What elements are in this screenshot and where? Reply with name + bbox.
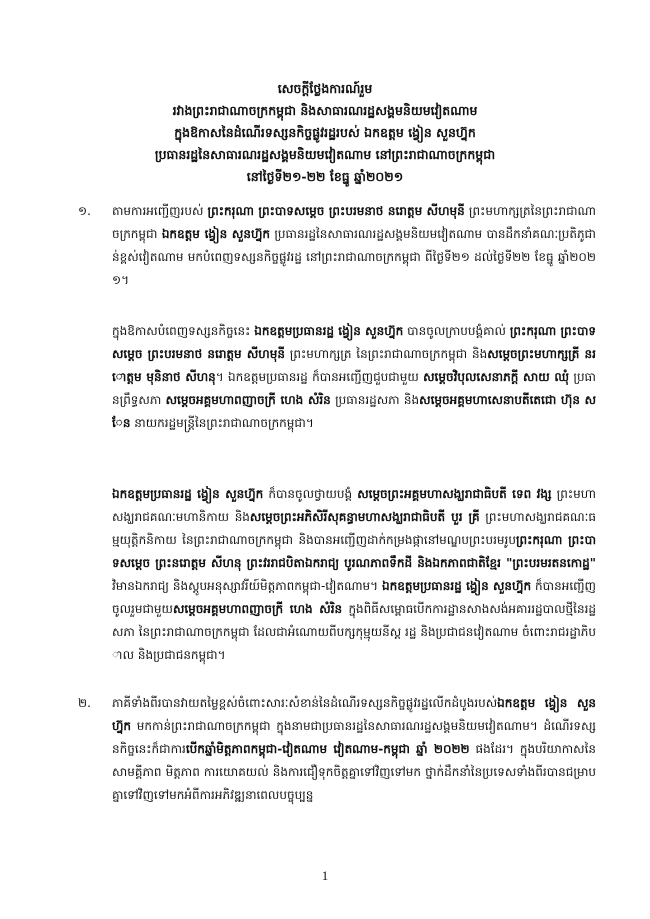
bold-text-run: សម្តេចអគ្គមហាសេនាបតីតេជោ ហ៊ុន សែន [112,393,596,430]
text-run: ក៏បានអញ្ជើញចូលរួមជាមួយ [112,579,596,616]
title-line: នៅថ្ងៃទី២១-២២ ខែធ្នូ ឆ្នាំ២០២១ [246,169,404,184]
text-run: ព្រះមហាសង្ឃរាជគណៈធម្មយុត្តិកនិកាយ នៃព្រះរាជាណាចក្រកម្ពុជា និងបានអញ្ជើញដាក់កម្រងផ្កានៅមណ្ឌបព្រះបរមរូប [112,510,596,547]
text-run: តាមការអញ្ជើញរបស់ [112,204,208,218]
text-run: ភាគីទាំងពីរបានវាយតម្លៃខ្ពស់ចំពោះសារៈសំខាន់នៃដំណើរទស្សនកិច្ចផ្លូវរដ្ឋលើកដំបូងរបស់ [112,696,498,710]
bold-text-run: ឯកឧត្តម ង្វៀន សួនហ្វ៊ុក [161,227,270,241]
statement-title [60,78,590,188]
text-run: ព្រះមហាក្សត្រនៃព្រះរាជាណាចក្រកម្ពុជា [112,204,596,241]
bold-text-run: សម្តេចវិបុលសេនាភក្តី សាយ ឈុំ [423,370,570,384]
section-2-number: ២. [78,696,91,710]
bold-text-run: ព្រះករុណា ព្រះបាទសម្តេច ព្រះបរមនាថ នរោត្តម សីហមុនី [207,204,465,218]
text-run: ក៏បានចូលថ្វាយបង្គំ [263,487,358,501]
page-number: 1 [321,868,329,883]
text-run: ក្នុងឱកាសបំពេញទស្សនកិច្ចនេះ [112,324,255,338]
text-run: បានចូលក្រាបបង្គំគាល់ [403,324,510,338]
text-run: ប្រធានរដ្ឋសភា និង [330,393,420,407]
title-line: ប្រធានរដ្ឋនៃសាធារណរដ្ឋសង្គមនិយមវៀតណាម នៅព្រះរាជាណាចក្រកម្ពុជា [154,147,496,162]
bold-text-run: បើកឆ្នាំមិត្តភាពកម្ពុជា-វៀតណាម វៀតណាម-កម្ពុជា ឆ្នាំ ២០២២ [185,742,470,756]
text-run: ប្រធានព្រឹទ្ធសភា [112,370,596,407]
section-1-paragraph-3 [112,483,596,675]
text-run: ។ ឯកឧត្តមប្រធានរដ្ឋ ក៏បានអញ្ជើញជួបជាមួយ [215,370,424,384]
text-run: ព្រះមហាសង្ឃរាជគណៈមហានិកាយ និង [112,487,596,524]
bold-text-run: ព្រះករុណា ព្រះបាទសម្តេច ព្រះបរមនាថ នរោត្តម សីហមុនី [112,324,596,361]
bold-text-run: សម្តេចអគ្គមហាពញាចក្រី ហេង សំរិន [165,393,331,407]
text-run: មកកាន់ព្រះរាជាណាចក្រកម្ពុជា ក្នុងនាមជាប្រធានរដ្ឋនៃសាធារណរដ្ឋសង្គមនិយមវៀតណាម។ ដំណើរទស្សនកិច្ចនេះក៏ជាការ [112,719,596,756]
section-1-paragraph-2 [112,320,596,462]
bold-text-run: ឯកឧត្តមប្រធានរដ្ឋ ង្វៀន សួនហ្វ៊ុក [382,579,532,593]
text-run: វិមានឯករាជ្យ និងស្តូបអនុស្សាវរីយ៍មិត្តភាពកម្ពុជា-វៀតណាម។ [112,579,383,593]
text-run: ព្រះមហាក្សត្រ នៃព្រះរាជាណាចក្រកម្ពុជា និង [284,347,488,361]
bold-text-run: ឯកឧត្តម ង្វៀន សួនហ្វ៊ុក [112,696,596,733]
text-run: ផងដែរ។ ក្នុងបរិយាកាសនៃសាមគ្គីភាព មិត្តភាព ការយោគយល់ និងការជឿទុកចិត្តគ្នាទៅវិញទៅមក ថ្នាក់ដឹកនាំនៃប្រទេសទាំងពីរបានជម្រាបគ្នាទៅវិញទៅមកអំពីការអភិវឌ្ឍនាពេលបច្ចុប្បន្ន [112,742,596,802]
title-line: ក្នុងឱកាសនៃដំណើរទស្សនកិច្ចផ្លូវរដ្ឋរបស់ ឯកឧត្តម ង្វៀន សួនហ្វ៊ុក [174,125,476,140]
bold-text-run: សម្តេចព្រះអភិសិរីសុគន្ធាមហាសង្ឃរាជាធិបតី បួរ គ្រី [249,510,480,524]
text-run: ក្នុងពិធីសម្ពោធបើកការដ្ឋានសាងសង់អគាររដ្ឋបាលថ្មីនៃរដ្ឋសភា នៃព្រះរាជាណាចក្រកម្ពុជា ដែលជាអំណោយពីបក្សកុម្មុយនីស្ត រដ្ឋ និងប្រជាជនវៀតណាម ចំពោះរាជរដ្ឋាភិបាល និងប្រជាជនកម្ពុជា។ [112,602,596,662]
title-line: សេចក្តីថ្លែងការណ៍រួម [277,81,373,96]
section-2-paragraph-1 [112,692,596,834]
bold-text-run: ព្រះករុណា ព្រះបាទសម្តេច ព្រះនរោត្តម សីហនុ ព្រះវររាជបិតាឯករាជ្យ បូរណភាពទឹកដី និងឯកភាពជាតិខ្មែរ "ព្រះបរមរតនកោដ្ឋ" [112,533,596,570]
bold-text-run: សម្តេចព្រះអគ្គមហាសង្ឃរាជាធិបតី ទេព វង្ស [357,487,552,501]
bold-text-run: សម្តេចអគ្គមហាពញាចក្រី ហេង សំរិន [172,602,343,616]
text-run: នាយករដ្ឋមន្ត្រីនៃព្រះរាជាណាចក្រកម្ពុជា។ [130,416,314,430]
bold-text-run: សម្តេចព្រះមហាក្សត្រី នរោត្តម មុនិនាថ សីហនុ [112,347,596,384]
section-1-paragraph-1 [112,200,596,294]
section-1-number: ១. [78,204,91,218]
text-run: ប្រធានរដ្ឋនៃសាធារណរដ្ឋសង្គមនិយមវៀតណាម បានដឹកនាំគណៈប្រតិភូជាន់ខ្ពស់វៀតណាម មកបំពេញទស្សនកិច្ចផ្លូវរដ្ឋ នៅព្រះរាជាណាចក្រកម្ពុជា ពីថ្ងៃទី២១ ដល់ថ្ងៃទី២២ ខែធ្នូ ឆ្នាំ២០២១។ [112,227,596,287]
bold-text-run: ឯកឧត្តមប្រធានរដ្ឋ ង្វៀន សួនហ្វ៊ុក [112,487,264,501]
title-line: រវាងព្រះរាជាណាចក្រកម្ពុជា និងសាធារណរដ្ឋសង្គមនិយមវៀតណាម [172,103,478,118]
bold-text-run: ឯកឧត្តមប្រធានរដ្ឋ ង្វៀន សួនហ្វ៊ុក [254,324,404,338]
